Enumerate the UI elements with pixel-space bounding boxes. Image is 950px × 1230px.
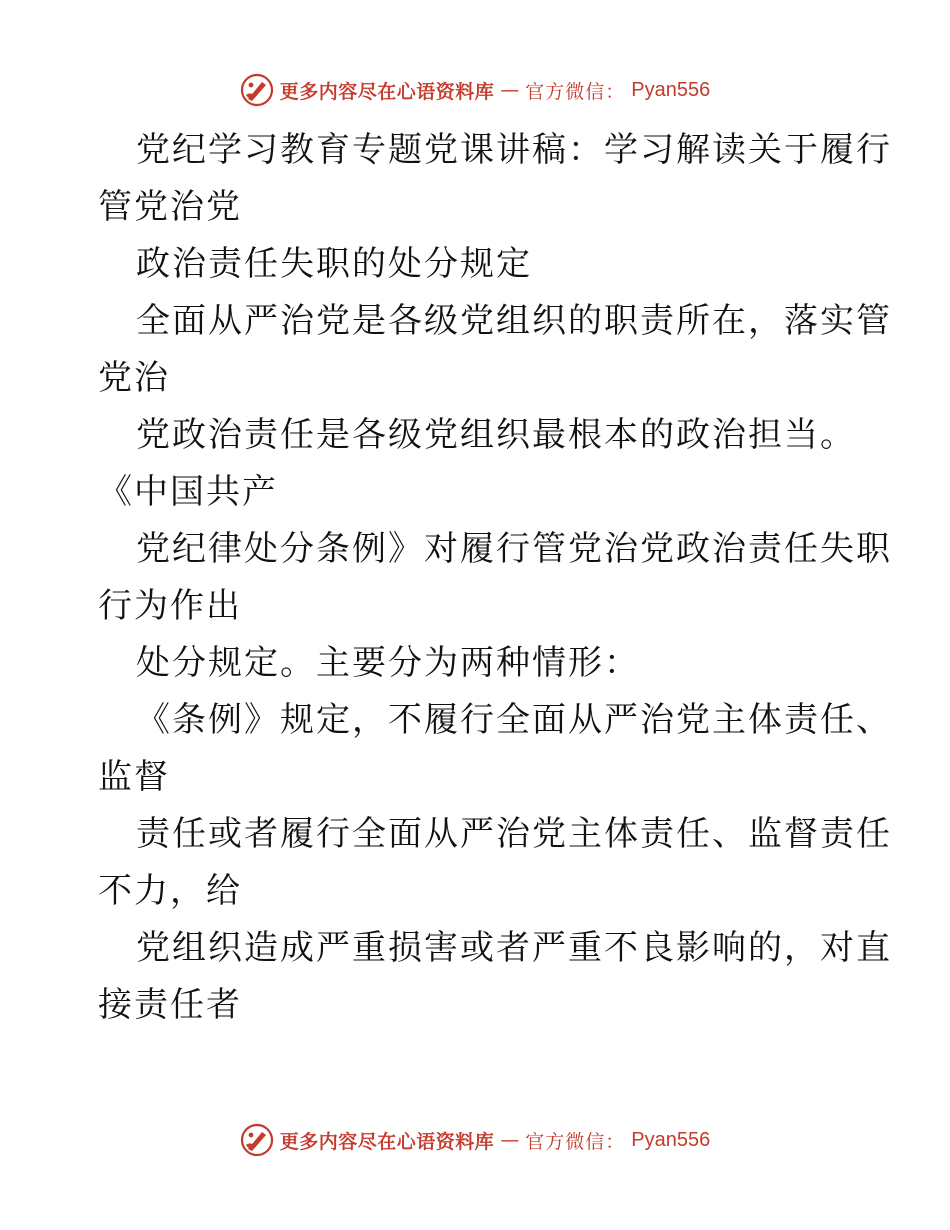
document-line: 《中国共产 — [98, 472, 278, 512]
document-line: 管党治党 — [98, 187, 242, 227]
quill-logo-icon — [240, 73, 274, 107]
header-separator: — — [500, 79, 520, 101]
document-line: 责任或者履行全面从严治党主体责任、监督责任 — [136, 814, 892, 854]
footer-promo-text: 更多内容尽在心语资料库 — [279, 1130, 495, 1153]
document-line: 全面从严治党是各级党组织的职责所在，落实管 — [136, 301, 892, 341]
document-line: 党组织造成严重损害或者严重不良影响的，对直 — [136, 928, 892, 968]
document-line: 不力，给 — [98, 871, 242, 911]
header-contact-label: 官方微信： — [525, 80, 626, 103]
document-line: 党治 — [98, 358, 170, 398]
document-line: 党政治责任是各级党组织最根本的政治担当。 — [136, 415, 856, 455]
quill-logo-icon — [240, 1123, 274, 1157]
footer-contact-id: Pyan556 — [631, 1128, 711, 1151]
document-line: 行为作出 — [98, 586, 242, 626]
document-line: 处分规定。主要分为两种情形： — [136, 643, 640, 683]
footer-banner — [0, 1120, 950, 1160]
document-line: 《条例》规定，不履行全面从严治党主体责任、 — [136, 700, 892, 740]
document-line: 党纪律处分条例》对履行管党治党政治责任失职 — [136, 529, 892, 569]
footer-separator: — — [500, 1129, 520, 1151]
header-promo-text: 更多内容尽在心语资料库 — [279, 80, 495, 103]
document-line: 党纪学习教育专题党课讲稿：学习解读关于履行 — [136, 130, 892, 170]
header-banner — [0, 70, 950, 110]
document-line: 政治责任失职的处分规定 — [136, 244, 532, 284]
document-line: 监督 — [98, 757, 170, 797]
header-contact-id: Pyan556 — [631, 78, 711, 101]
footer-contact-label: 官方微信： — [525, 1130, 626, 1153]
document-body — [98, 122, 892, 1034]
document-line: 接责任者 — [98, 985, 242, 1025]
